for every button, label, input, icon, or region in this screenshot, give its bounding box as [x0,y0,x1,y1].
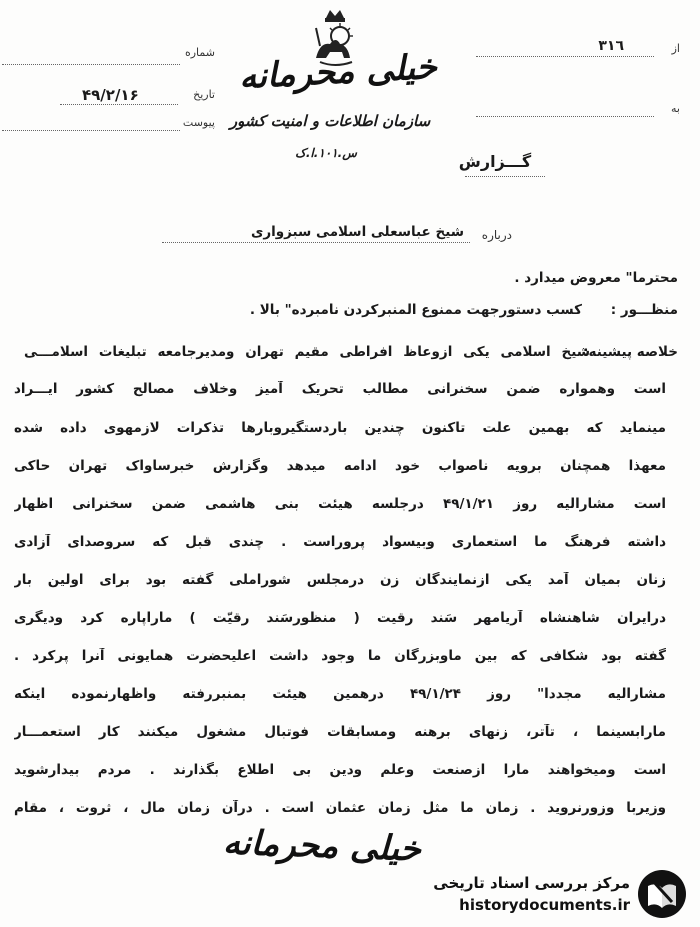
subject-row [160,222,512,246]
body-line-5: است مشارالیه روز ۴۹/۱/۲۱ درجلسه هیئت بنی هاشمی ضمن سخنرانی اظهار [14,496,666,512]
shomareh-line [2,64,180,65]
tarikh-label: تاریخ [193,88,215,101]
report-title-underline [465,176,545,177]
body-line-13: وزیربا وزورنروید . زمان ما مثل زمان عثمان است . درآن زمان مال ، ثروت ، مقام [14,800,666,816]
tarikh-line [60,104,178,105]
az-value: ٣١٦ [598,38,624,54]
body-line-1: شیخ اسلامی یکی ازوعاظ افراطی مقیم تهران ومدیرجامعه تبلیغات اسلامـــی [24,344,590,360]
body-line-2: است وهمواره ضمن سخنرانی مطالب تحریک آمیز وخلاف مصالح کشور ایـــراد [14,381,666,397]
body-line-3: مینماید که بهمین علت تاکنون چندین باردستگیروبارها تذکرات لازمهوی داده شده [14,420,666,436]
classification-stamp: خیلی محرمانه [238,46,438,98]
document-code: س.١٠١.ا.ک [295,146,357,160]
az-label: از [671,42,680,55]
shomareh-label: شماره [184,46,215,59]
peyvast-label: پیوست [182,116,215,129]
body-line-4: معهذا همچنان برویه ناصواب خود ادامه میدهد وگزارش خبرساواک تهران حاکی [14,458,666,474]
watermark-url: historydocuments.ir [459,896,630,914]
be-line [476,116,654,117]
shomareh-field [0,46,215,72]
report-title: گـــزارش [458,152,532,171]
tarikh-field [0,86,215,108]
watermark-title: مرکز بررسی اسناد تاریخی [433,874,630,892]
az-field [470,40,680,60]
organization-name: سازمان اطلاعات و امنیت کشور [229,112,431,130]
az-line [476,56,654,57]
be-label: به [671,102,680,115]
open-book-logo-icon [636,868,688,920]
body-line-7: زنان بمیان آمد یکی ازنمایندگان زن درمجلس شوراملی گفته بود برای اولین بار [14,572,666,588]
purpose-text: کسب دستورجهت ممنوع المنبرکردن نامبرده" بالا . [249,302,582,318]
subject-line [162,242,470,243]
subject-label: درباره [481,228,512,242]
body-line-12: است ومیخواهند مارا ازصنعت وعلم ودین بی اطلاع بگذارند . مردم بیدارشوید [14,762,666,778]
be-field [470,102,680,122]
body-line-10: مشارالیه مجددا" روز ۴۹/۱/۲۴ درهمین هیئت بمنبررفته واظهارنموده اینکه [14,686,666,702]
body-line-6: داشته فرهنگ ما استعماری وبیسواد پروراست . چندی قبل که سروصدای آزادی [14,534,666,550]
bottom-classification-stamp: خیلی محرمانه [222,822,422,870]
purpose-row [200,302,678,324]
body-line-9: گفته بود شکافی که بین ماوبزرگان ما وجود داشت اعلیحضرت همایونی آنرا پرکرد . [14,648,666,664]
body-line-8: درایران شاهنشاه آریامهر سَند رقیت ( منظورسَند رقیّت ) ماراپاره کرد ودیگری [14,610,666,626]
purpose-label: منظـــور : [610,302,678,318]
body-line-11: مارابسینما ، تآتر، زنهای برهنه ومسابقات فوتبال مشغول میکنند کار استعمـــار [14,724,666,740]
peyvast-field [0,116,215,136]
header [0,0,700,180]
peyvast-line [2,130,180,131]
salutation: محترما" معروض میدارد . [514,270,678,286]
watermark [416,866,692,922]
tarikh-value: ۴۹/۲/۱۶ [82,86,139,104]
summary-label: خلاصه پیشینه: [583,344,678,360]
subject-value: شیخ عباسعلی اسلامی سبزواری [250,224,464,240]
